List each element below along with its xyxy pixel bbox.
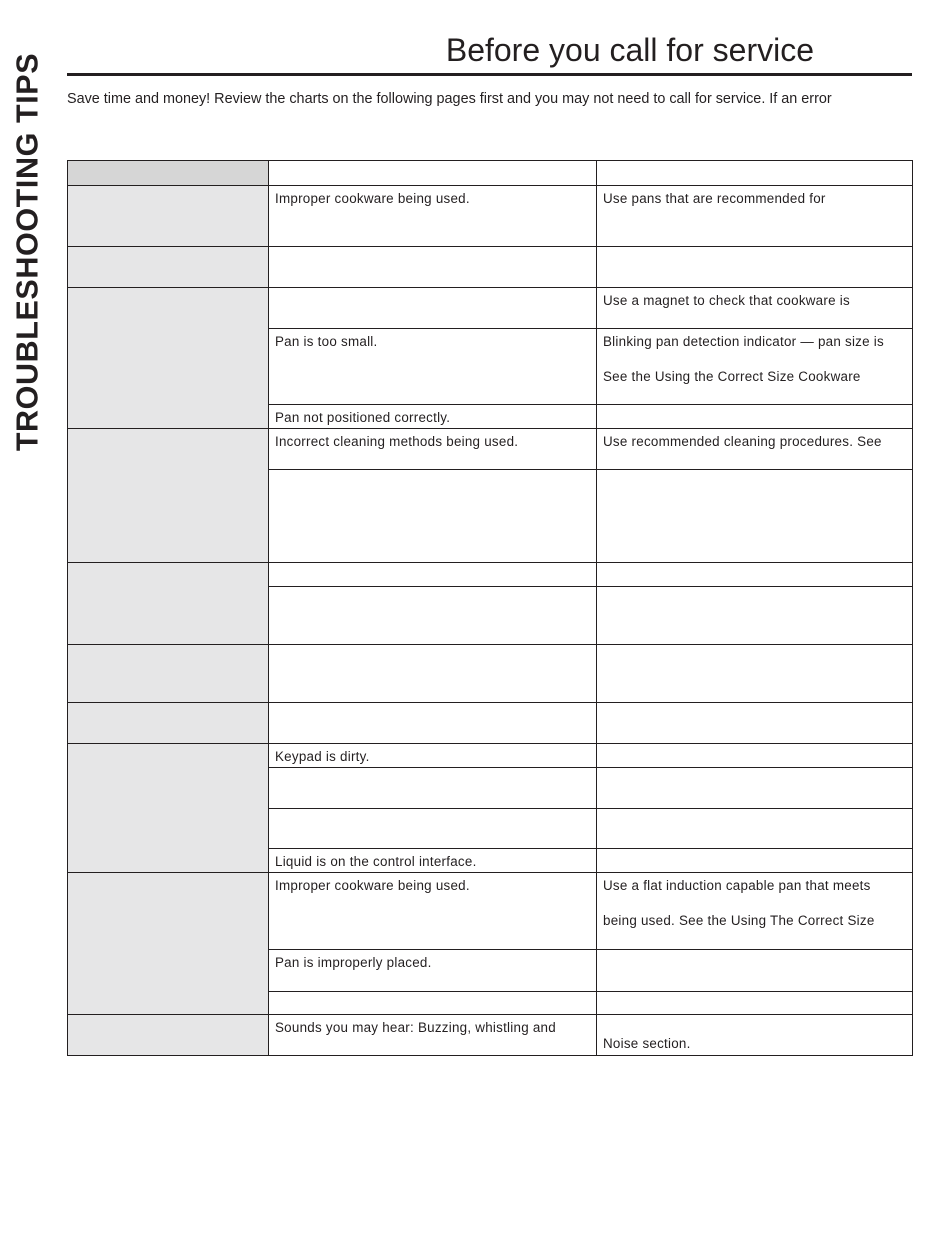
fix-cell (597, 563, 913, 587)
problem-cell (68, 744, 269, 873)
cause-cell (269, 809, 597, 849)
fix-cell (597, 950, 913, 992)
fix-cell (597, 703, 913, 744)
fix-cell (597, 849, 913, 873)
fix-cell (597, 873, 913, 950)
cause-cell: Improper cookware being used. (269, 873, 597, 950)
header-cause (269, 161, 597, 186)
cause-cell (269, 645, 597, 703)
problem-cell (68, 1015, 269, 1056)
cause-cell (269, 768, 597, 809)
problem-cell (68, 247, 269, 288)
section-tab (6, 36, 50, 468)
fix-cell: Use a magnet to check that cookware is (597, 288, 913, 329)
fix-line: being used. See the Using The Correct Size (603, 913, 875, 928)
cause-cell: Pan not positioned correctly. (269, 405, 597, 429)
table-header-row (68, 161, 913, 186)
problem-cell (68, 429, 269, 563)
cause-cell: Incorrect cleaning methods being used. (269, 429, 597, 470)
cause-cell (269, 563, 597, 587)
fix-cell (597, 405, 913, 429)
page-title: Before you call for service (445, 32, 814, 68)
cause-cell: Pan is too small. (269, 329, 597, 405)
table-row (68, 744, 913, 768)
header-fix (597, 161, 913, 186)
table-row (68, 288, 913, 329)
cause-cell: Keypad is dirty. (269, 744, 597, 768)
intro-text: Save time and money! Review the charts on the following pages first and you may not need to call for service. If an error (67, 91, 832, 107)
table-row (68, 703, 913, 744)
fix-cell (597, 744, 913, 768)
cause-cell (269, 587, 597, 645)
fix-cell: Noise section. (597, 1015, 913, 1056)
table-row (68, 429, 913, 470)
problem-cell (68, 873, 269, 1015)
table-row (68, 1015, 913, 1056)
problem-cell (68, 288, 269, 429)
cause-cell (269, 703, 597, 744)
fix-cell (597, 247, 913, 288)
cause-cell (269, 247, 597, 288)
fix-cell: Use recommended cleaning procedures. See (597, 429, 913, 470)
cause-cell (269, 992, 597, 1015)
line-gap (603, 894, 906, 912)
fix-line: Blinking pan detection indicator — pan size is (603, 334, 884, 349)
cause-cell: Sounds you may hear: Buzzing, whistling and (269, 1015, 597, 1056)
table-row (68, 186, 913, 247)
table-row (68, 247, 913, 288)
fix-cell (597, 645, 913, 703)
table-row (68, 563, 913, 587)
fix-cell (597, 587, 913, 645)
problem-cell (68, 186, 269, 247)
title-divider (67, 73, 912, 76)
header-problem (68, 161, 269, 186)
cause-cell: Pan is improperly placed. (269, 950, 597, 992)
cause-cell (269, 470, 597, 563)
fix-cell (597, 329, 913, 405)
fix-line: See the Using the Correct Size Cookware (603, 369, 861, 384)
fix-cell (597, 992, 913, 1015)
cause-cell: Improper cookware being used. (269, 186, 597, 247)
problem-cell (68, 563, 269, 645)
problem-cell (68, 645, 269, 703)
cause-cell (269, 288, 597, 329)
section-tab-label: TROUBLESHOOTING TIPS (10, 52, 45, 452)
line-gap (603, 350, 906, 368)
problem-cell (68, 703, 269, 744)
fix-cell: Use pans that are recommended for (597, 186, 913, 247)
fix-cell (597, 470, 913, 563)
fix-cell (597, 809, 913, 849)
table-row (68, 873, 913, 950)
fix-line: Use a flat induction capable pan that meets (603, 878, 871, 893)
table-row (68, 645, 913, 703)
cause-cell: Liquid is on the control interface. (269, 849, 597, 873)
troubleshooting-table (67, 160, 913, 1056)
fix-cell (597, 768, 913, 809)
